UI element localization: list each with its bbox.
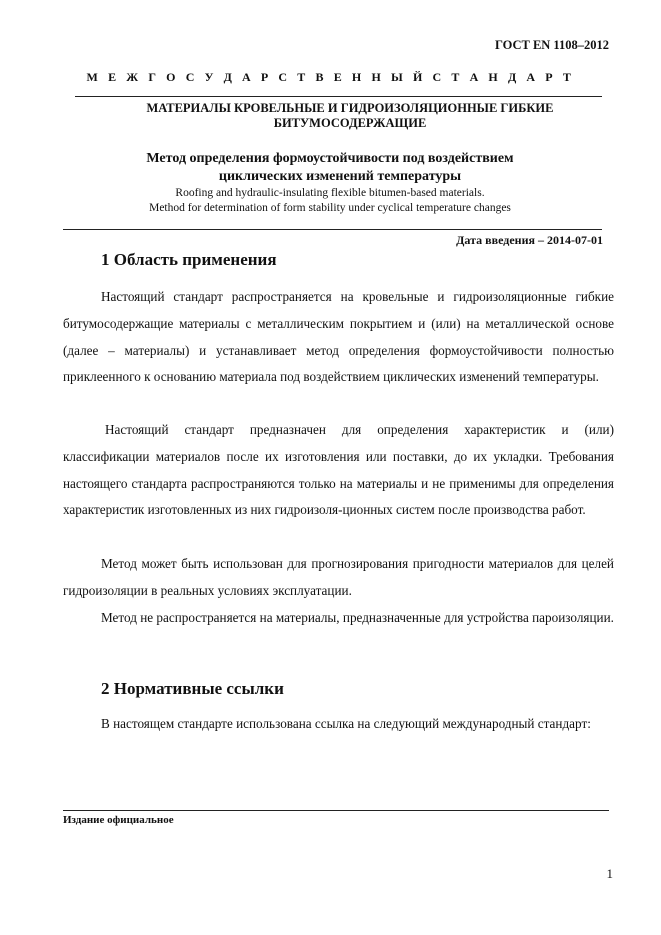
section-1-paragraph-3: Метод может быть использован для прогнозирования пригодности материалов для целей гидроизоляции в реальных условиях эксплуатации.	[63, 556, 614, 598]
method-title-line2: циклических изменений температуры	[218, 169, 462, 184]
standard-code: ГОСТ EN 1108–2012	[494, 38, 609, 52]
header-divider	[75, 96, 602, 97]
document-title-line2: БИТУМОСОДЕРЖАЩИЕ	[273, 116, 427, 130]
english-title	[40, 186, 620, 216]
english-title-line2: Method for determination of form stability under cyclical temperature changes	[149, 202, 511, 214]
edition-label: Издание официальное	[63, 814, 174, 826]
section-1-paragraph-1: Настоящий стандарт распространяется на кровельные и гидроизоляционные гибкие битумосодержащие материалы с металлическим покрытием и (или) на металлической основе (далее – материалы) и устанавливает метод определения формоустойчивости полностью приклеенного к основанию материала под воздействием циклических изменений температуры.	[63, 289, 614, 385]
document-title	[60, 101, 640, 131]
section-1-paragraph-4: Метод не распространяется на материалы, предназначенные для устройства пароизоляции.	[101, 610, 614, 625]
method-title	[40, 150, 620, 186]
title-divider	[63, 229, 602, 230]
document-title-line1: МАТЕРИАЛЫ КРОВЕЛЬНЫЕ И ГИДРОИЗОЛЯЦИОННЫЕ ГИБКИЕ	[146, 101, 554, 115]
standard-category: М Е Ж Г О С У Д А Р С Т В Е Н Н Ы Й С Т А Н Д А Р Т	[86, 70, 575, 84]
section-2-heading: 2 Нормативные ссылки	[101, 679, 284, 698]
section-1-heading: 1 Область применения	[101, 250, 277, 269]
introduction-date: Дата введения – 2014-07-01	[456, 233, 603, 247]
page-number: 1	[606, 866, 613, 881]
section-1-paragraph-2: Настоящий стандарт предназначен для определения характеристик и (или) классификации материалов после их изготовления или поставки, до их укладки. Требования настоящего стандарта распространяются только на материалы и не применимы для определения характеристик изготовленных из них гидроизоля-ционных систем после производства работ.	[63, 422, 614, 518]
method-title-line1: Метод определения формоустойчивости под воздействием	[146, 151, 514, 166]
english-title-line1: Roofing and hydraulic-insulating flexible bitumen-based materials.	[175, 187, 485, 199]
section-2-paragraph-1: В настоящем стандарте использована ссылка на следующий международный стандарт:	[101, 716, 591, 731]
footer-divider	[63, 810, 609, 811]
